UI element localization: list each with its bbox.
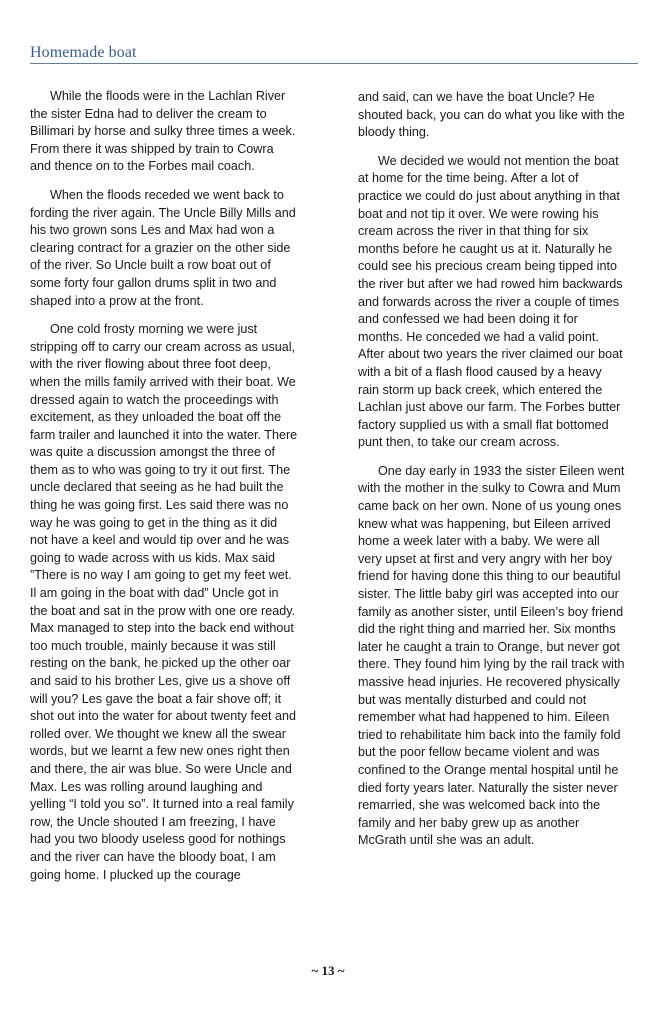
paragraph: One cold frosty morning we were just stripping off to carry our cream across as usual, with the river flowing about three foot deep, when the mills family arrived with their boat. We dressed again to watch the proceedings with excitement, as they unloaded the boat off the farm trailer and launched it into the water. There was quite a discussion amongst the three of them as to who was going to try it out first. The uncle declared that seeing as he had built the thing he was going first. Les said there was no way he was going to get in the thing as it did not have a keel and would tip over and he was going to wade across with us kids. Max said ”There is no way I am going to get my feet wet. Il am going in the boat with dad” Uncle got in the boat and sat in the prow with one ore ready. Max managed to step into the back end without too much trouble, mainly because it was still resting on the bank, he picked up the other oar and said to his brother Les, give us a shove off will you? Les gave the boat a fair shove off; it shot out into the water for about twenty feet and rolled over. We thought we knew all the swear words, but we learnt a few new ones right then and there, the air was blue. So were Uncle and Max. Les was rolling around laughing and yelling “I told you so”. It turned into a real family row, the Uncle shouted I am freezing, I have had you two bloody useless good for nothings and the river can have the bloody boat, I am going home. I plucked up the courage: [30, 322, 298, 882]
left-column: [30, 88, 298, 895]
paragraph-continuation: and said, can we have the boat Uncle? He shouted back, you can do what you like with the bloody thing.: [358, 90, 625, 140]
right-column: [358, 89, 626, 861]
page-number: ~ 13 ~: [311, 963, 345, 978]
paragraph: One day early in 1933 the sister Eileen went with the mother in the sulky to Cowra and Mum came back on her own. None of us young ones knew what was happening, but Eileen arrived home a week later with a baby. We were all very upset at first and very angry with her boy friend for having done this thing to our beautiful sister. The little baby girl was accepted into our family as another sister, until Eileen’s boy friend did the right thing and married her. Six months later he caught a train to Orange, but never got there. They found him lying by the rail track with massive head injuries. He recovered physically but was mentally disturbed and could not remember what had happened to him. Eileen tried to rehabilitate him back into the family fold but the poor fellow became violent and was confined to the Orange mental hospital until he died forty years later. Naturally the sister never remarried, she was welcomed back into the family and her baby grew up as another McGrath until she was an adult.: [358, 463, 625, 848]
paragraph: When the floods receded we went back to fording the river again. The Uncle Billy Mills and his two grown sons Les and Max had won a clearing contract for a grazier on the other side of the river. So Uncle built a row boat out of some forty four gallon drums split in two and shaped into a prow at the front.: [30, 187, 296, 308]
header-title: Homemade boat: [30, 44, 137, 61]
running-header: [30, 44, 638, 64]
paragraph: While the floods were in the Lachlan River the sister Edna had to deliver the cream to Billimari by horse and sulky three times a week. From there it was shipped by train to Cowra and thence on to the Forbes mail coach.: [30, 89, 296, 174]
paragraph: We decided we would not mention the boat at home for the time being. After a lot of practice we could do just about anything in that boat and not tip it over. We were rowing his cream across the river in that thing for six months before he caught us at it. Naturally he could see his precious cream being tipped into the river but after we had rowed him backwards and forwards across the river a couple of times and confessed we had been doing it for months. He conceded we had a valid point. After about two years the river claimed our boat with a bit of a flash flood caused by a heavy rain storm up back creek, which entered the Lachlan just above our farm. The Forbes butter factory supplied us with a small flat bottomed punt then, to take our cream across.: [358, 153, 623, 450]
